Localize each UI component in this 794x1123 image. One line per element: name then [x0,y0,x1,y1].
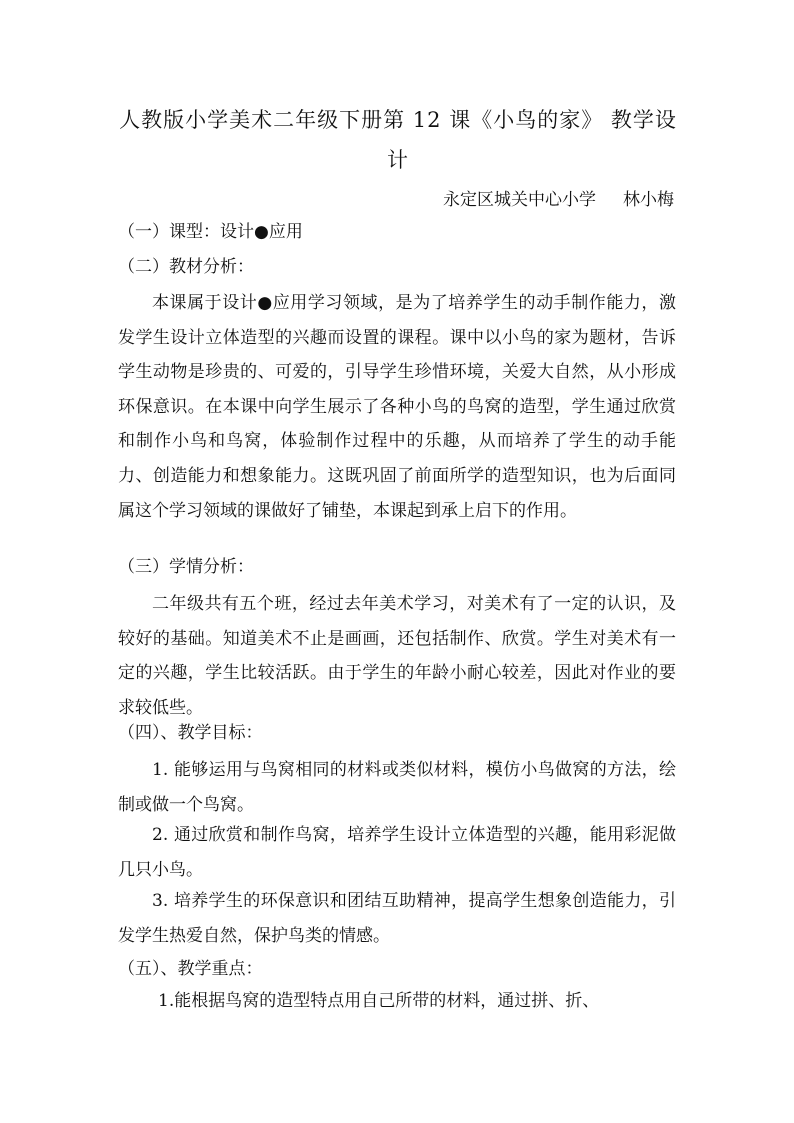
teaching-goals-heading: （四）、教学目标： [118,723,263,743]
teaching-goal-item: 1. 能够运用与鸟窝相同的材料或类似材料，模仿小鸟做窝的方法，绘制或做一个鸟窝。 [118,760,676,815]
teaching-key-points-heading: （五）、教学重点： [118,959,263,979]
student-analysis-heading: （三）学情分析： [118,557,254,577]
author-line: 永定区城关中心小学 林小梅 [442,190,674,210]
material-analysis-paragraph: 本课属于设计●应用学习领域，是为了培养学生的动手制作能力，激发学生设计立体造型的兴趣而设置的课程。课中以小鸟的家为题材，告诉学生动物是珍贵的、可爱的，引导学生珍惜环境，关爱大自然，从小形成环保意识。在本课中向学生展示了各种小鸟的鸟窝的造型，学生通过欣赏和制作小鸟和鸟窝，体验制作过程中的乐趣，从而培养了学生的动手能力、创造能力和想象能力。这既巩固了前面所学的造型知识，也为后面同属这个学习领域的课做好了铺垫，本课起到承上启下的作用。 [118,293,676,521]
teaching-goal-item: 2. 通过欣赏和制作鸟窝，培养学生设计立体造型的兴趣，能用彩泥做几只小鸟。 [118,825,676,880]
lesson-type-heading: （一）课型：设计●应用 [118,222,303,242]
student-analysis-paragraph: 二年级共有五个班，经过去年美术学习，对美术有了一定的认识，及较好的基础。知道美术不止是画画，还包括制作、欣赏。学生对美术有一定的兴趣，学生比较活跃。由于学生的年龄小耐心较差，因此对作业的要求较低些。 [118,594,676,718]
document-title: 人教版小学美术二年级下册第 12 课《小鸟的家》 教学设计 [119,108,677,172]
key-point-item: 1.能根据鸟窝的造型特点用自己所带的材料，通过拼、折、 [158,991,600,1011]
material-analysis-heading: （二）教材分析： [118,257,254,277]
teaching-goal-item: 3. 培养学生的环保意识和团结互助精神，提高学生想象创造能力，引发学生热爱自然，保护鸟类的情感。 [118,891,676,946]
